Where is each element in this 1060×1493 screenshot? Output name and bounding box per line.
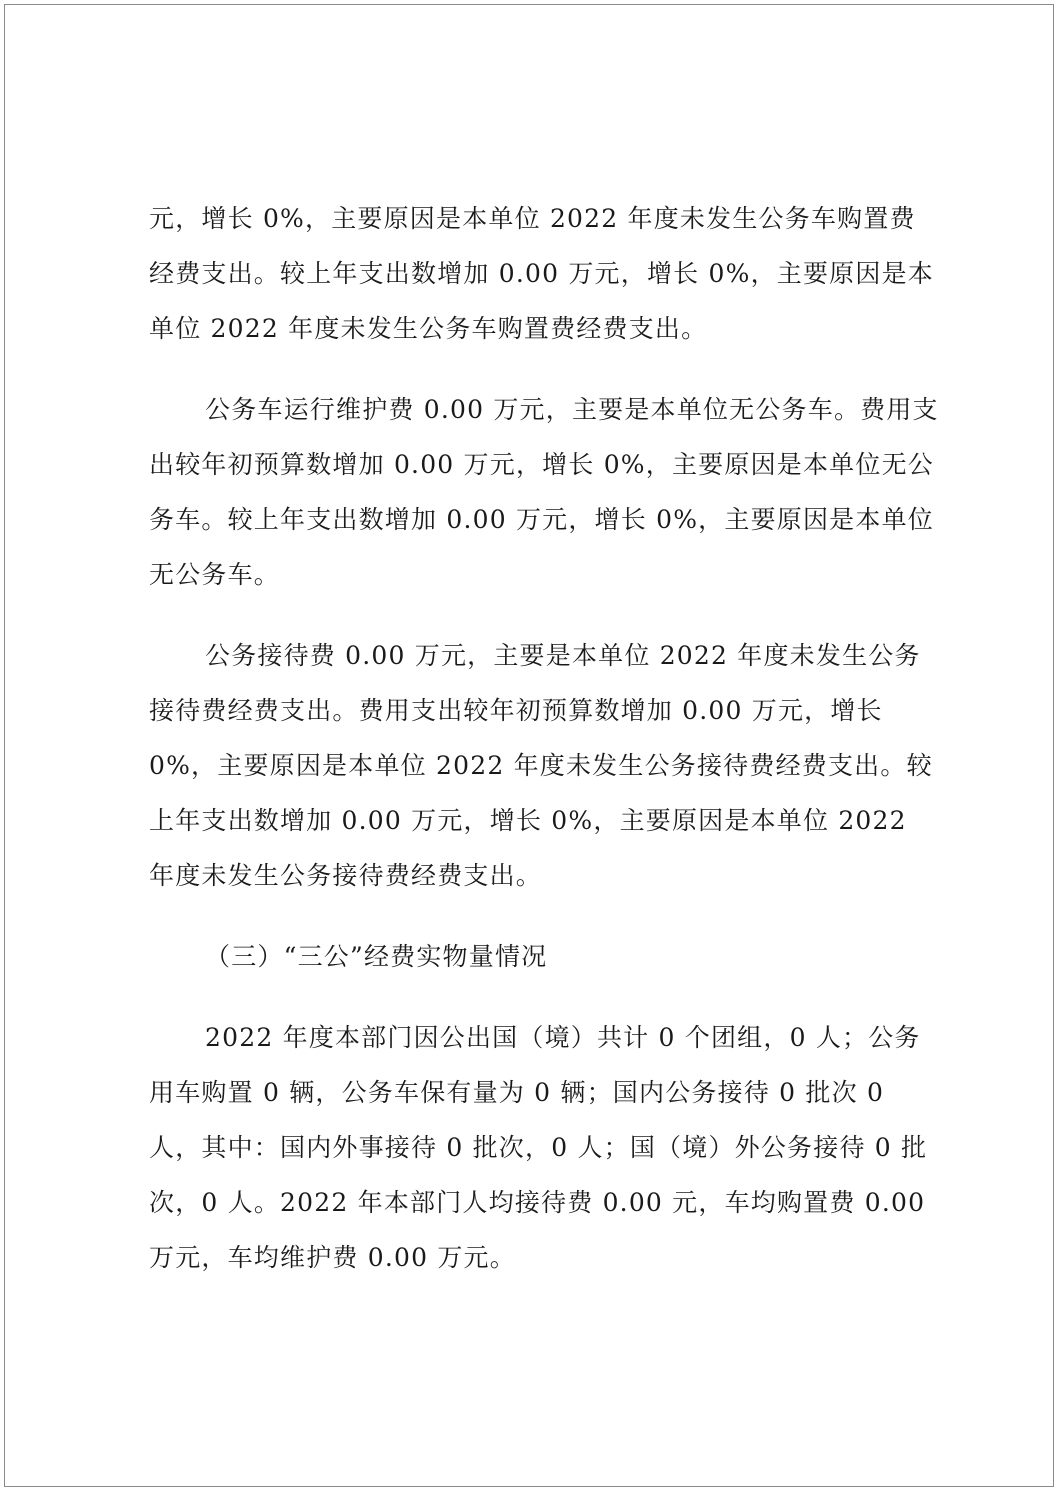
document-page [4, 4, 1054, 1487]
paragraph-vehicle-maintenance: 公务车运行维护费 0.00 万元，主要是本单位无公务车。费用支出较年初预算数增加 0.00 万元，增长 0%，主要原因是本单位无公务车。较上年支出数增加 0.00 万元，增长 0%，主要原因是本单位无公务车。 [149, 395, 939, 589]
paragraph-vehicle-purchase-continued: 元，增长 0%，主要原因是本单位 2022 年度未发生公务车购置费经费支出。较上年支出数增加 0.00 万元，增长 0%，主要原因是本单位 2022 年度未发生公务车购置费经费支出。 [149, 204, 934, 343]
document-body [149, 191, 939, 1285]
paragraph-spacer [149, 984, 939, 1010]
paragraph-official-reception: 公务接待费 0.00 万元，主要是本单位 2022 年度未发生公务接待费经费支出。费用支出较年初预算数增加 0.00 万元，增长 0%，主要原因是本单位 2022 年度未发生公务接待费经费支出。较上年支出数增加 0.00 万元，增长 0%，主要原因是本单位 2022 年度未发生公务接待费经费支出。 [149, 641, 933, 890]
paragraph-spacer [149, 903, 939, 929]
paragraph-spacer [149, 602, 939, 628]
paragraph-physical-quantity: 2022 年度本部门因公出国（境）共计 0 个团组，0 人；公务用车购置 0 辆，公务车保有量为 0 辆；国内公务接待 0 批次 0 人，其中：国内外事接待 0 批次，0 人；国（境）外公务接待 0 批次，0 人。2022 年本部门人均接待费 0.00 元，车均购置费 0.00 万元，车均维护费 0.00 万元。 [149, 1023, 928, 1272]
paragraph-spacer [149, 356, 939, 382]
section-heading: （三）“三公”经费实物量情况 [205, 942, 548, 971]
